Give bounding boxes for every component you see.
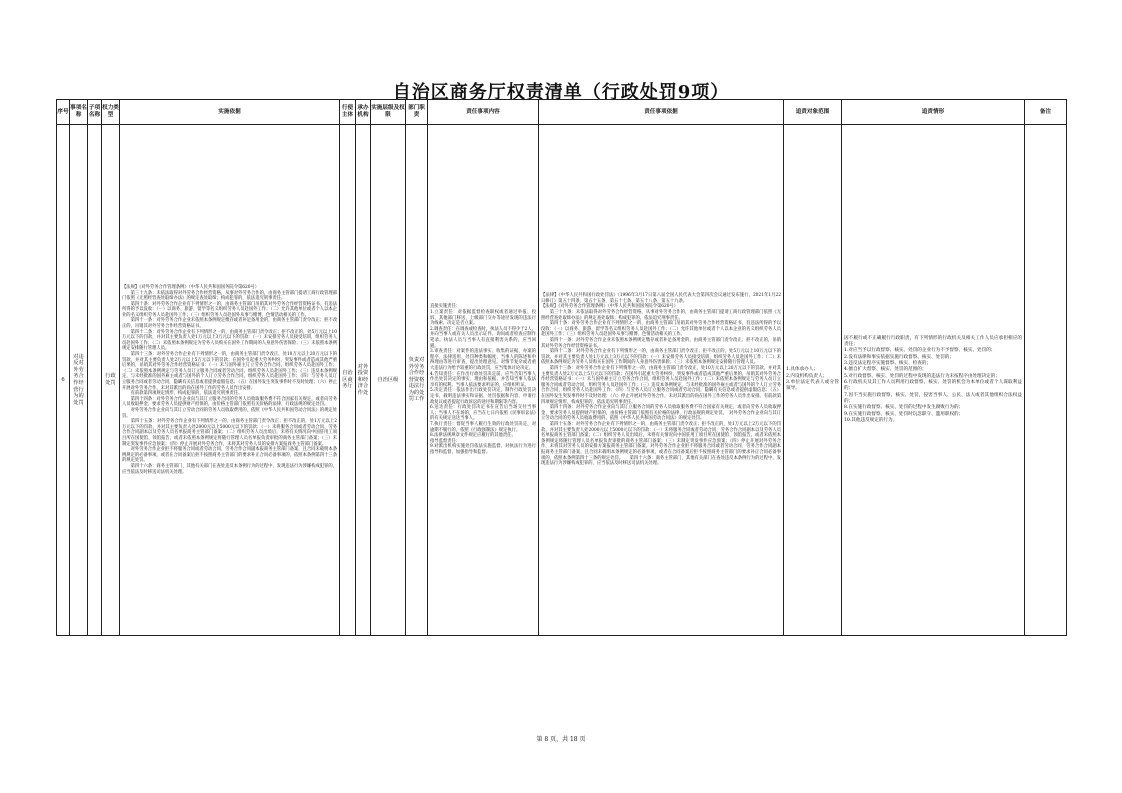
- cell-situation: 因不履行或不正确履行行政职责，有下列情形的行政机关及相关工作人员应承担相应的责任： 1.对应当予以行政督察、核实、处罚的企业行为不予督察、核实、处罚的； 2.没有法律和事实依据实施行政督察、核实、处罚的； 3.违反法定程序实施督察、核实、检查的； 4.擅自扩大督察、核实、处罚的范围的； 5.对行政督察、核实、处罚的过程中发现的违法行为未按程序由处理决定的； 6.行政机关及其工作人员利用行政督察、核实、处罚的机会为本单位或者个人谋取利益的； 7.因不当实施行政督察、核实、处罚，侵害当事人、公民、法人或者其他组织合法权益的； 8.在实施行政督察、核实、处罚的过程中发生腐败行为的； 9.在实施行政督察、核实、处罚时玩忽职守、滥用职权的； 10.其他违反规定的行为。: [842, 125, 1025, 636]
- power-list-table: [56, 99, 1067, 636]
- header-resp-content: 责任事项内容: [428, 100, 539, 125]
- header-resp-basis: 责任事项依据: [539, 100, 784, 125]
- header-item-name: 事项名称: [70, 100, 88, 125]
- header-sub-item-name: 子项名称: [88, 100, 102, 125]
- cell-remark: [1025, 125, 1067, 636]
- cell-undertaker: 对外投资和经济合作处: [356, 125, 371, 636]
- page-footer: 第 8 页，共 18 页: [536, 736, 586, 743]
- header-situation: 追责情形: [842, 100, 1025, 125]
- cell-subject: 自治区商务厅: [340, 125, 356, 636]
- cell-level: 自治区级: [371, 125, 406, 636]
- document-title: 自治区商务厅权责清单（行政处罚9项）: [392, 82, 730, 103]
- table-row: [57, 125, 1067, 636]
- cell-sub-item-name: [88, 125, 102, 636]
- cell-power-type: 行政处罚: [102, 125, 120, 636]
- cell-resp-basis: 【法律】《中华人民共和国行政处罚法》（1996年3月17日第八届全国人民代表大会第四次会议通过发布施行，2021年1月22日修订）第五十四条、第五十五条、第五十七条、第五十八条、第五十九条。 【法规】《对外劳务合作管理条例》（中华人民共和国国务院令第620号） 第三十九条：未依法取得对外劳务合作经营资格，从事对外劳务合作的，由商务主管部门提请工商行政管理部门依照《无照经营查处取缔办法》的规定查处取缔；构成犯罪的，依法追究刑事责任。 第四十条：对外劳务合作企业有下列情形之一的，由商务主管部门吊销其对外劳务合作经营资格证书，有违法所得的予以没收：（一）以商务、旅游、留学等名义组织劳务人员赴国外工作；（二）允许其他单位或者个人以本企业的名义组织劳务人员赴国外工作；（三）组织劳务人员赴国外从事与赌博、色情活动相关的工作。 第四十一条：对外劳务合作企业未依照本条例规定缴存或者补足备用金的，由商务主管部门责令改正；拒不改正的，吊销其对外劳务合作经营资格证书。 第四十二条：对外劳务合作企业有下列情形之一的，由商务主管部门责令改正；拒不改正的，处5万元以上10万元以下的罚款，并对其主要负责人处1万元以上3万元以下的罚款：（一）未安排劳务人员接受培训，组织劳务人员赴国外工作；（二）未依照本条例规定为劳务人员购买在国外工作期间的人身意外伤害保险；（三）未依照本条例规定安排随行管理人员。 第四十三条：对外劳务合作企业有下列情形之一的，由商务主管部门责令改正，处10万元以上20万元以下的罚款，并对其主要负责人处2万元以上5万元以下的罚款；在国外引起重大劳务纠纷、突发事件或者造成其他严重后果的，吊销其对外劳务合作经营资格证书：（一）未与国外雇主订立劳务合作合同，组织劳务人员赴国外工作；（二）未依照本条例规定与劳务人员订立服务合同或者劳动合同，组织劳务人员赴国外工作；（三）违反本条例规定，与未经批准的国外雇主或者与国外的个人订立劳务合作合同，组织劳务人员赴国外工作；（四）与劳务人员订立服务合同或者劳动合同，隐瞒有关信息或者提供虚假信息；（五）在国外发生突发事件时不及时处理；（六）停止开展对外劳务合作，未对其派出的尚在国外工作的劳务人员作出安排。有前款第四项规定情形，构成犯罪的，依法追究刑事责任。 第四十四条：对外劳务合作企业向与其订立服务合同的劳务人员收取服务费不符合国家有关规定，或者向劳务人员收取押金、要求劳务人员提供财产担保的，由价格主管部门依照有关价格的法律、行政法规的规定处罚。 对外劳务合作企业向与其订立劳动合同的劳务人员收取费用的，依照《中华人民共和国劳动合同法》的规定处罚。 第四十五条：对外劳务合作企业有下列情形之一的，由商务主管部门责令改正；拒不改正的，处1万元以上2万元以下的罚款，并对其主要负责人处2000元以上5000元以下的罚款：（一）未将服务合同或者劳动合同、劳务合作合同副本以及劳务人员名单报商务主管部门备案；（二）组织劳务人员出境后，未将有关情况向中国驻用工项目所在国使馆、领馆报告，或者未依照本条例规定将随行管理人员名单报负责审批的商务主管部门备案；（三）未制定突发事件应急预案；（四）停止开展对外劳务合作，未将其对劳务人员的安排方案报商务主管部门备案。对外劳务合作企业拒不将服务合同或者劳动合同、劳务合作合同副本报商务主管部门备案，且合同未载明本条例规定的必备事项，或者在合同备案后拒不按照商务主管部门的要求补正合同必备事项的，依照本条例第四十三条的规定处罚。 第四十六条：商务主管部门、其他有关部门在查处违反本条例行为的过程中，发现违法行为涉嫌构成犯罪的，应当依法及时移送司法机关处理。: [539, 125, 784, 636]
- resp-content-text: 直接实施责任： 1.立案责任：对依据监督检查职权或者通过举报、投诉、其他部门移送、上级部门交办等途径发现的违法行为线索，决定是否立案。 2.调查责任：在调查或检查时，执法人员不得少于2人，并向当事人或有关人员出示证件。询问或者检查应制作笔录。执法人员与当事人有直接利害关系的，应当回避。 3.审查责任：对案件的违法事实、收集的证据、办案的程序、法律适用、处罚种类和幅度、当事人的陈述和申辩理由等进行审查，提出处理意见。对情节复杂或者重大违法行为给予较重的行政处罚，应当集体讨论决定。 4.告知责任：在作出行政处罚决定前，应当告知当事人作出处罚决定的事实、理由和依据，并告知当事人依法享有的权利。当事人依法要求听证的，应组织听证。 5.决定责任：依法作出行政处罚决定，制作行政处罚决定书，载明违法事实和证据、处罚依据和内容、申请行政复议或者提起行政诉讼的途径和期限等内容。 6.送达责任：行政处罚决定书在宣告后当场交付当事人；当事人不在场的，应当在七日内依照《民事诉讼法》的有关规定送达当事人。 7.执行责任：督促当事人履行生效的行政处罚决定，对逾期不履行的，依照《行政强制法》规定执行。 8.法律法规规章文件规定应履行的其他责任。 指导监督责任： 9.对派出机构实施处罚依法实施监督，对执法行为进行指导和监督，加强指导和监督。: [430, 304, 536, 455]
- header-level: 实施层级及权限: [371, 100, 406, 125]
- header-power-type: 权力类型: [102, 100, 120, 125]
- header-basis: 实施依据: [120, 100, 340, 125]
- header-seq: 序号: [57, 100, 70, 125]
- header-subject: 行使主体: [340, 100, 356, 125]
- cell-target: 1.具体承办人； 2.内设机构负责人； 3.单位法定代表人或分管领导。: [784, 125, 842, 636]
- cell-item-name: 对违反对外劳务合作经营行为的处罚: [70, 125, 88, 636]
- header-undertaker: 承办机构: [356, 100, 371, 125]
- cell-resp-content: [428, 125, 539, 636]
- cell-seq: 6: [57, 125, 70, 636]
- cell-basis: 【法规】《对外劳务合作管理条例》（中华人民共和国国务院令第620号） 第三十九条：未依法取得对外劳务合作经营资格，从事对外劳务合作的，由商务主管部门提请工商行政管理部门依照《无照经营查处取缔办法》的规定查处取缔；构成犯罪的，依法追究刑事责任。 第四十条：对外劳务合作企业有下列情形之一的，由商务主管部门吊销其对外劳务合作经营资格证书，有违法所得的予以没收：（一）以商务、旅游、留学等名义组织劳务人员赴国外工作；（二）允许其他单位或者个人以本企业的名义组织劳务人员赴国外工作；（三）组织劳务人员赴国外从事与赌博、色情活动相关的工作。 第四十一条：对外劳务合作企业未依照本条例规定缴存或者补足备用金的，由商务主管部门责令改正；拒不改正的，吊销其对外劳务合作经营资格证书。 第四十二条：对外劳务合作企业有下列情形之一的，由商务主管部门责令改正；拒不改正的，处5万元以上10万元以下的罚款，并对其主要负责人处1万元以上3万元以下的罚款：（一）未安排劳务人员接受培训，组织劳务人员赴国外工作；（二）未依照本条例规定为劳务人员购买在国外工作期间的人身意外伤害保险；（三）未依照本条例规定安排随行管理人员。 第四十三条：对外劳务合作企业有下列情形之一的，由商务主管部门责令改正，处10万元以上20万元以下的罚款，并对其主要负责人处2万元以上5万元以下的罚款；在国外引起重大劳务纠纷、突发事件或者造成其他严重后果的，吊销其对外劳务合作经营资格证书：（一）未与国外雇主订立劳务合作合同，组织劳务人员赴国外工作；（二）未依照本条例规定与劳务人员订立服务合同或者劳动合同，组织劳务人员赴国外工作；（三）违反本条例规定，与未经批准的国外雇主或者与国外的个人订立劳务合作合同，组织劳务人员赴国外工作；（四）与劳务人员订立服务合同或者劳动合同，隐瞒有关信息或者提供虚假信息；（五）在国外发生突发事件时不及时处理；（六）停止开展对外劳务合作，未对其派出的尚在国外工作的劳务人员作出安排。 有前款第四项规定情形，构成犯罪的，依法追究刑事责任。 第四十四条：对外劳务合作企业向与其订立服务合同的劳务人员收取服务费不符合国家有关规定，或者向劳务人员收取押金、要求劳务人员提供财产担保的，由价格主管部门依照有关价格的法律、行政法规的规定处罚。 对外劳务合作企业向与其订立劳动合同的劳务人员收取费用的，依照《中华人民共和国劳动合同法》的规定处罚。 第四十五条：对外劳务合作企业有下列情形之一的，由商务主管部门责令改正；拒不改正的，处1万元以上2万元以下的罚款，并对其主要负责人处2000元以上5000元以下的罚款：（一）未将服务合同或者劳动合同、劳务合作合同副本以及劳务人员名单报商务主管部门备案；（二）组织劳务人员出境后，未将有关情况向中国驻用工项目所在国使馆、领馆报告，或者未依照本条例规定将随行管理人员名单报负责审批的商务主管部门备案；（三）未制定突发事件应急预案；（四）停止开展对外劳务合作，未将其对劳务人员的安排方案报商务主管部门备案。 对外劳务合作企业拒不将服务合同或者劳动合同、劳务合作合同副本报商务主管部门备案，且合同未载明本条例规定的必备事项，或者在合同备案后拒不按照商务主管部门的要求补正合同必备事项的，依照本条例第四十三条的规定处罚。 第四十六条：商务主管部门、其他有关部门在查处违反本条例行为的过程中，发现违法行为涉嫌构成犯罪的，应当依法及时移送司法机关处理。: [120, 125, 340, 636]
- header-row: [57, 100, 1067, 125]
- header-remark: 备注: [1025, 100, 1067, 125]
- header-target: 追责对象范围: [784, 100, 842, 125]
- cell-dept-duty: 负责对外劳务合作经营资格违法行为的处罚工作: [406, 125, 428, 636]
- header-dept-duty: 部门职责: [406, 100, 428, 125]
